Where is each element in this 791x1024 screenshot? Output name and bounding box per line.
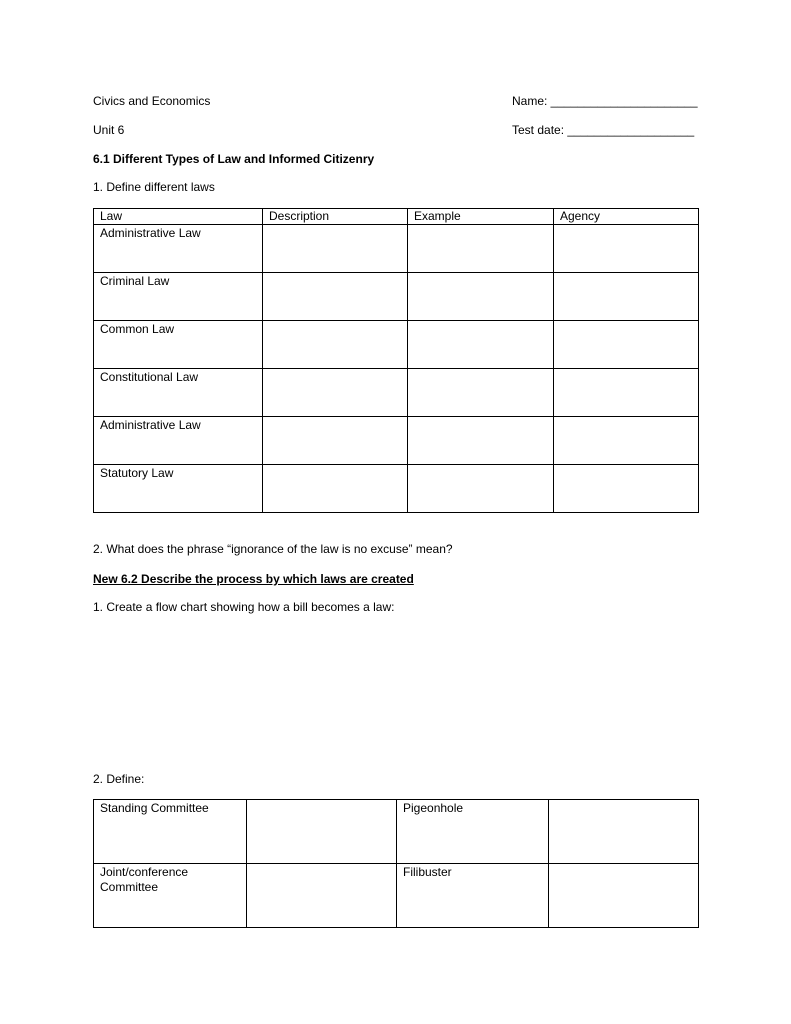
question-define: 2. Define: [93, 772, 145, 786]
column-header-description: Description [263, 209, 408, 225]
column-header-law: Law [94, 209, 263, 225]
table-row [94, 417, 699, 465]
example-cell[interactable] [408, 465, 554, 513]
define-terms-table [93, 799, 699, 928]
table-row [94, 225, 699, 273]
agency-cell[interactable] [554, 417, 699, 465]
unit-label: Unit 6 [93, 123, 125, 137]
description-cell[interactable] [263, 465, 408, 513]
term-cell: Pigeonhole [397, 800, 549, 864]
law-name-cell: Administrative Law [94, 225, 263, 273]
agency-cell[interactable] [554, 273, 699, 321]
agency-cell[interactable] [554, 225, 699, 273]
example-cell[interactable] [408, 225, 554, 273]
description-cell[interactable] [263, 225, 408, 273]
table-header-row [94, 209, 699, 225]
law-types-table [93, 208, 699, 513]
definition-cell[interactable] [247, 864, 397, 928]
definition-cell[interactable] [549, 800, 699, 864]
question-flow-chart: 1. Create a flow chart showing how a bill becomes a law: [93, 600, 395, 614]
section-6-1-title: 6.1 Different Types of Law and Informed Citizenry [93, 152, 375, 166]
agency-cell[interactable] [554, 465, 699, 513]
description-cell[interactable] [263, 417, 408, 465]
term-cell: Joint/conference Committee [94, 864, 247, 928]
description-cell[interactable] [263, 369, 408, 417]
definition-cell[interactable] [549, 864, 699, 928]
description-cell[interactable] [263, 273, 408, 321]
example-cell[interactable] [408, 417, 554, 465]
column-header-example: Example [408, 209, 554, 225]
question-ignorance-of-law: 2. What does the phrase “ignorance of the law is no excuse” mean? [93, 542, 453, 556]
course-title: Civics and Economics [93, 94, 211, 108]
law-name-cell: Common Law [94, 321, 263, 369]
law-name-cell: Statutory Law [94, 465, 263, 513]
agency-cell[interactable] [554, 321, 699, 369]
example-cell[interactable] [408, 321, 554, 369]
table-row [94, 465, 699, 513]
table-row [94, 800, 699, 864]
example-cell[interactable] [408, 369, 554, 417]
table-row [94, 864, 699, 928]
test-date-field[interactable]: Test date: ___________________ [512, 123, 695, 137]
table-row [94, 369, 699, 417]
term-cell: Filibuster [397, 864, 549, 928]
law-name-cell: Administrative Law [94, 417, 263, 465]
agency-cell[interactable] [554, 369, 699, 417]
section-6-2-title: New 6.2 Describe the process by which laws are created [93, 572, 414, 586]
definition-cell[interactable] [247, 800, 397, 864]
table-row [94, 273, 699, 321]
name-field[interactable]: Name: ______________________ [512, 94, 698, 108]
law-name-cell: Criminal Law [94, 273, 263, 321]
example-cell[interactable] [408, 273, 554, 321]
law-name-cell: Constitutional Law [94, 369, 263, 417]
flow-chart-area[interactable] [93, 620, 698, 760]
column-header-agency: Agency [554, 209, 699, 225]
description-cell[interactable] [263, 321, 408, 369]
question-define-laws: 1. Define different laws [93, 180, 215, 194]
table-row [94, 321, 699, 369]
term-cell: Standing Committee [94, 800, 247, 864]
